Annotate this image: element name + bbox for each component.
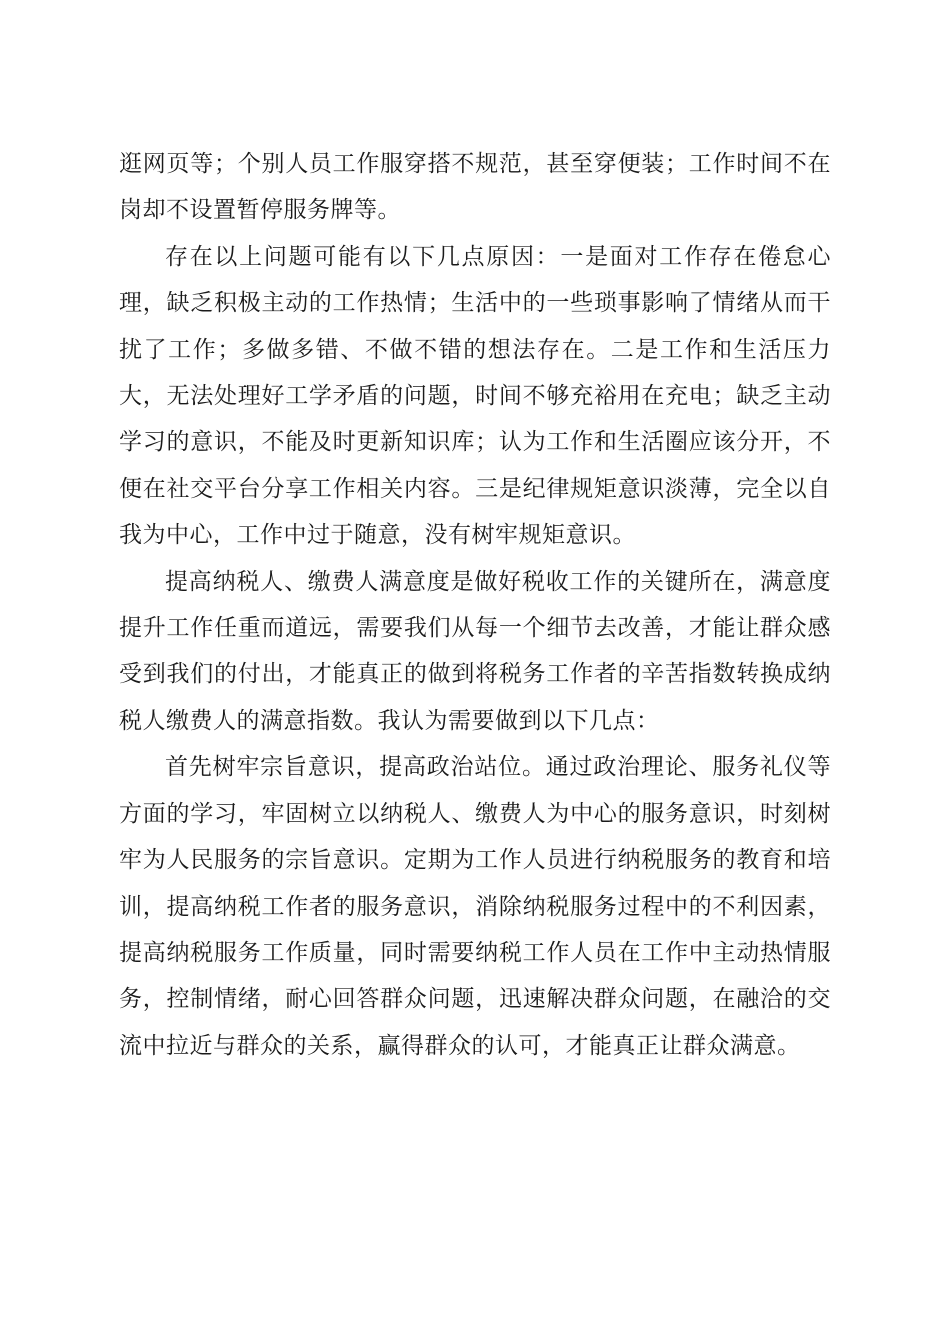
paragraph-satisfaction: 提高纳税人、缴费人满意度是做好税收工作的关键所在，满意度提升工作任重而道远，需要我们从每一个细节去改善，才能让群众感受到我们的付出，才能真正的做到将税务工作者的辛苦指数转换成纳税人缴费人的满意指数。我认为需要做到以下几点： xyxy=(119,568,831,734)
paragraph-first-point: 首先树牢宗旨意识，提高政治站位。通过政治理论、服务礼仪等方面的学习，牢固树立以纳税人、缴费人为中心的服务意识，时刻树牢为人民服务的宗旨意识。定期为工作人员进行纳税服务的教育和培训，提高纳税工作者的服务意识，消除纳税服务过程中的不利因素，提高纳税服务工作质量，同时需要纳税工作人员在工作中主动热情服务，控制情绪，耐心回答群众问题，迅速解决群众问题，在融洽的交流中拉近与群众的关系，赢得群众的认可，才能真正让群众满意。 xyxy=(119,754,831,1059)
paragraph-continuation: 逛网页等；个别人员工作服穿搭不规范，甚至穿便装；工作时间不在岗却不设置暂停服务牌等。 xyxy=(119,151,831,224)
paragraph-causes: 存在以上问题可能有以下几点原因：一是面对工作存在倦怠心理，缺乏积极主动的工作热情；生活中的一些琐事影响了情绪从而干扰了工作；多做多错、不做不错的想法存在。二是工作和生活压力大，无法处理好工学矛盾的问题，时间不够充裕用在充电；缺乏主动学习的意识，不能及时更新知识库；认为工作和生活圈应该分开，不便在社交平台分享工作相关内容。三是纪律规矩意识淡薄，完全以自我为中心，工作中过于随意，没有树牢规矩意识。 xyxy=(119,243,831,549)
document-body xyxy=(119,141,831,1069)
